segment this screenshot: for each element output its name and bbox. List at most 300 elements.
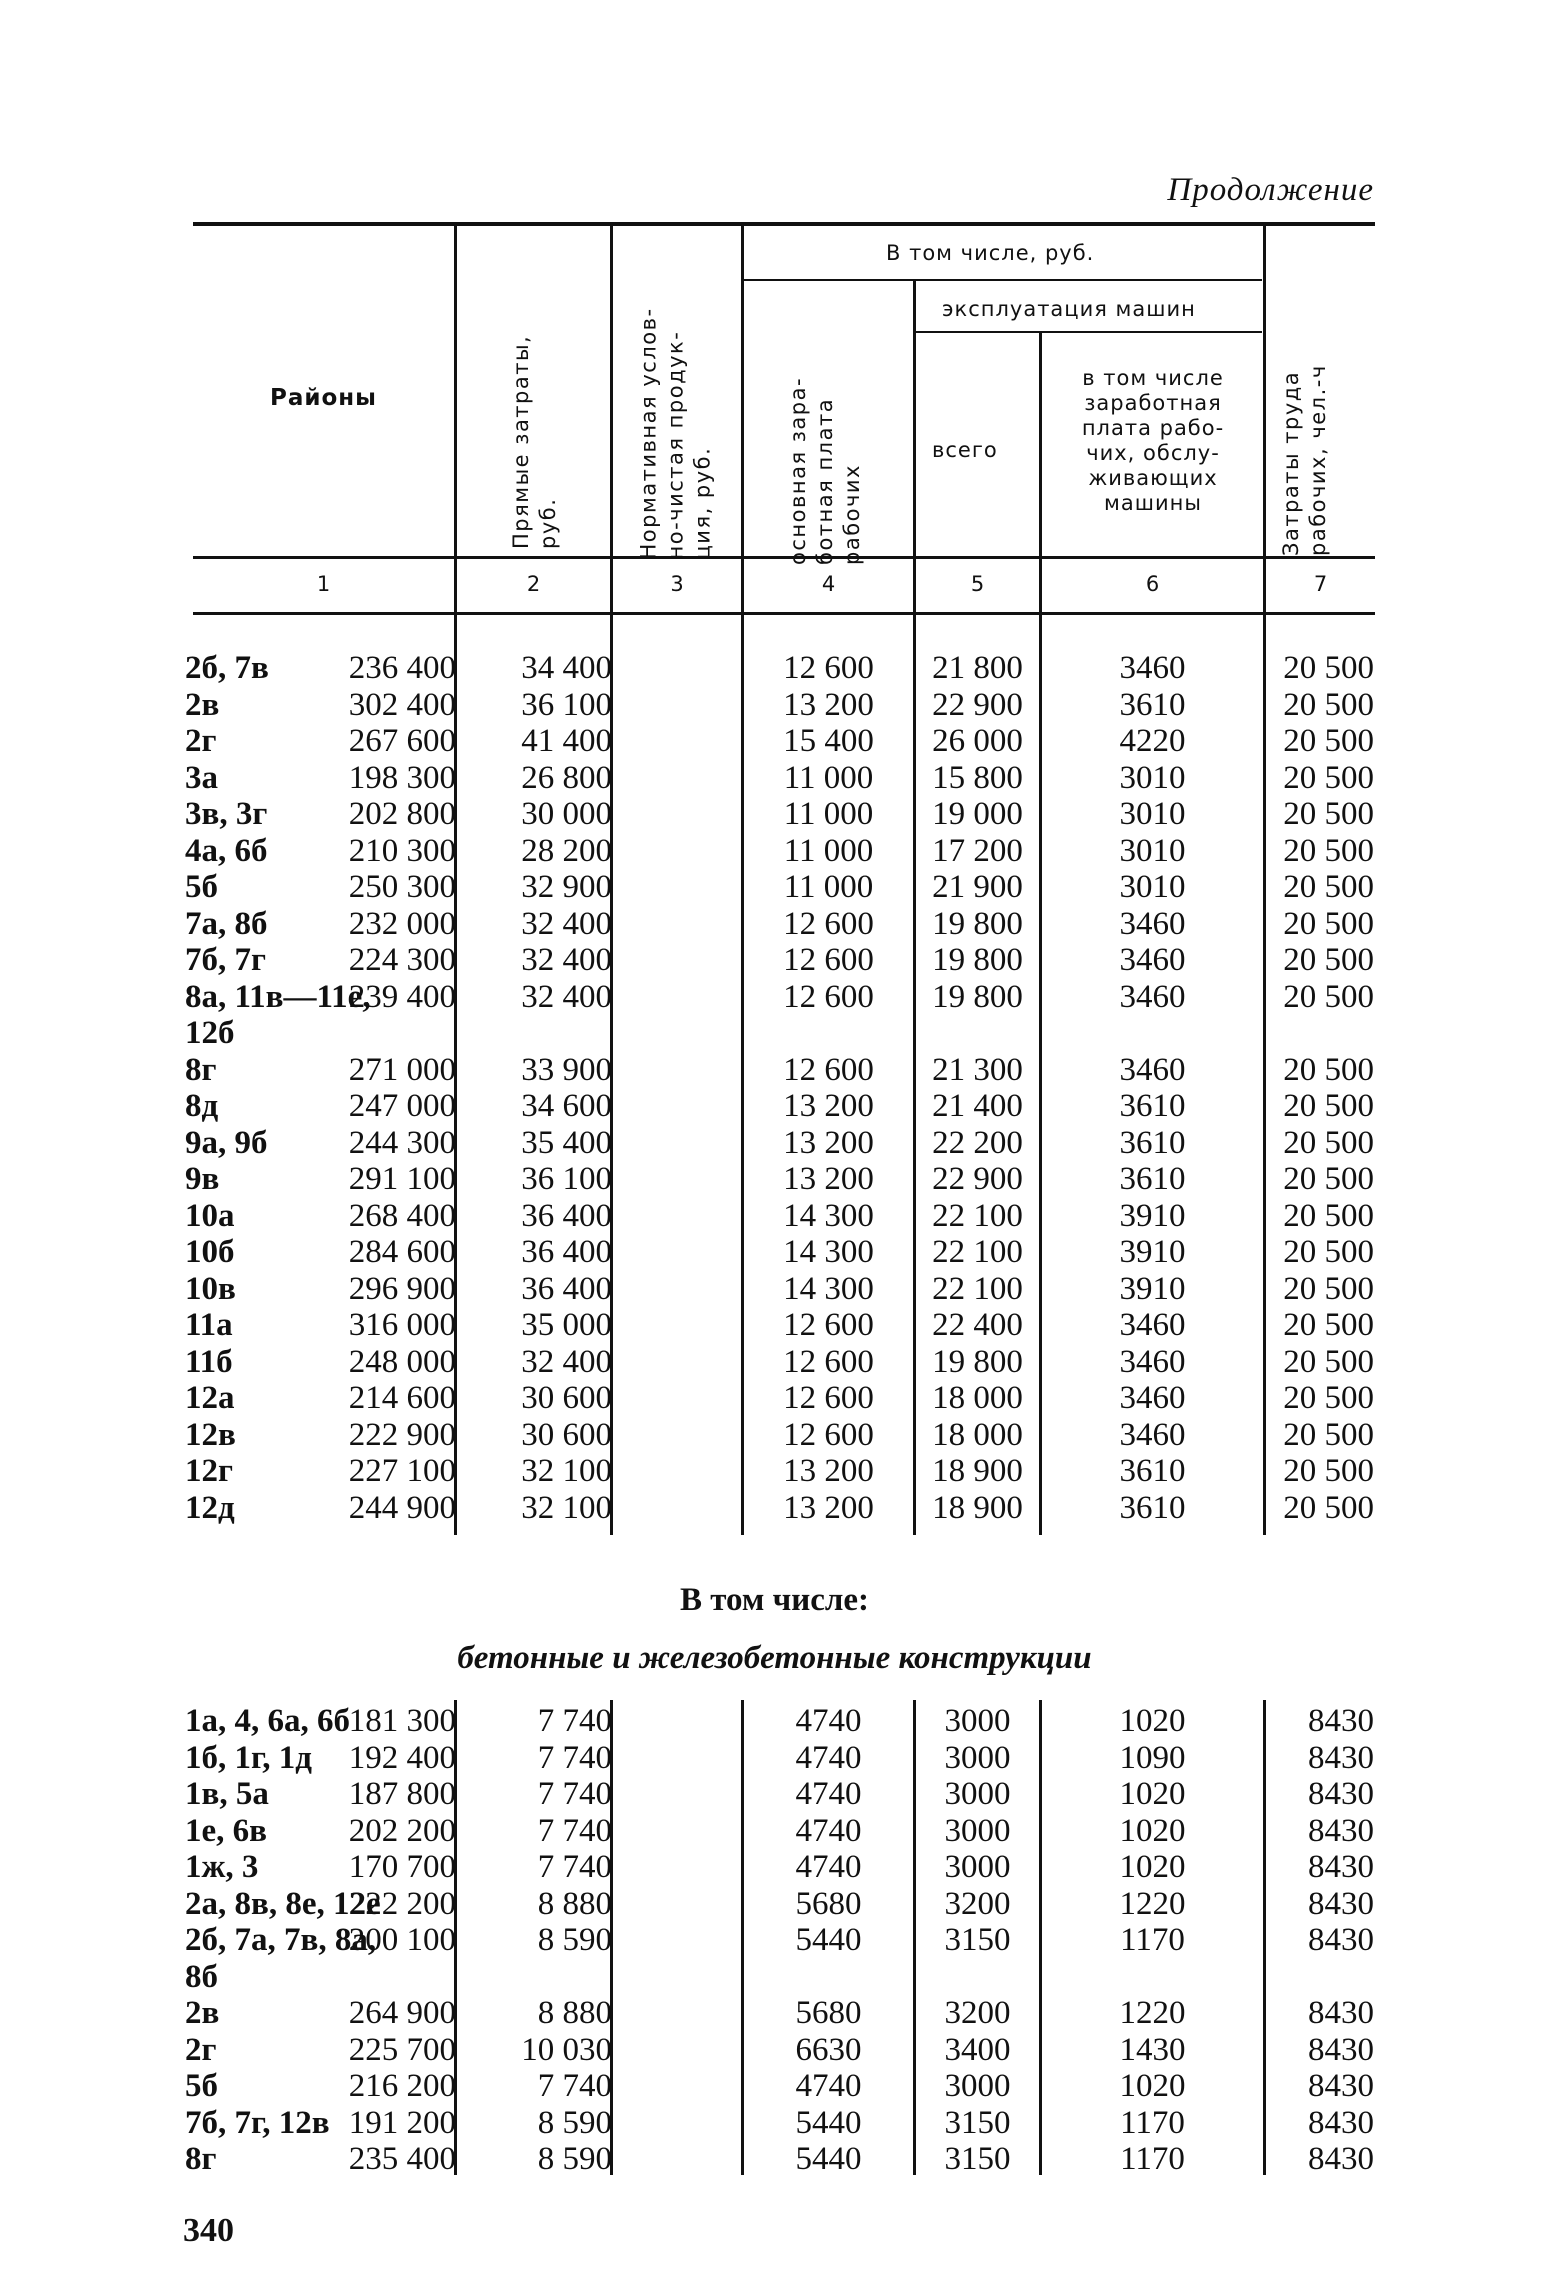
value-cell-c5: 3150	[944, 2141, 1011, 2177]
value-cell-c2: 268 400	[348, 1197, 456, 1234]
value-cell-c2: 264 900	[348, 1995, 456, 2031]
value-cell-c6: 3610	[1119, 1489, 1186, 1526]
value-cell-c5: 19 800	[932, 978, 1023, 1015]
region-cell: 1б, 1г, 1д	[185, 1739, 312, 1776]
value-cell-c2: 227 100	[348, 1453, 456, 1489]
region-cell: 2а, 8в, 8е, 12е	[185, 1885, 381, 1922]
value-cell-c2: 200 100	[348, 1922, 456, 1958]
value-cell-c2: 248 000	[348, 1343, 456, 1380]
value-cell-c3: 35 000	[521, 1307, 612, 1343]
table-row	[0, 2141, 1549, 2177]
region-cell: 12б	[185, 1015, 235, 1051]
value-cell-c7: 20 500	[1283, 650, 1374, 686]
value-cell-c7: 20 500	[1283, 1124, 1374, 1161]
value-cell-c3: 34 600	[521, 1088, 612, 1124]
value-cell-c3: 7 740	[537, 2068, 612, 2104]
value-cell-c3: 8 590	[537, 2141, 612, 2177]
col-number-5: 5	[970, 572, 985, 596]
value-cell-c6: 3610	[1119, 1453, 1186, 1489]
value-cell-c7: 8430	[1308, 1739, 1374, 1776]
value-cell-c7: 8430	[1308, 1849, 1374, 1885]
value-cell-c7: 20 500	[1283, 869, 1374, 905]
value-cell-c3: 10 030	[521, 2031, 612, 2068]
value-cell-c2: 191 200	[348, 2104, 456, 2141]
value-cell-c5: 21 800	[932, 650, 1023, 686]
value-cell-c6: 3460	[1119, 1307, 1186, 1343]
table-top-rule	[193, 222, 1375, 226]
value-cell-c7: 20 500	[1283, 1051, 1374, 1088]
region-cell: 12а	[185, 1380, 235, 1416]
value-cell-c7: 20 500	[1283, 1489, 1374, 1526]
value-cell-c3: 36 100	[521, 686, 612, 723]
value-cell-c4: 13 200	[783, 1453, 874, 1489]
value-cell-c2: 291 100	[348, 1161, 456, 1197]
value-cell-c2: 232 000	[348, 905, 456, 942]
table-row	[0, 979, 1549, 1015]
value-cell-c7: 8430	[1308, 1922, 1374, 1958]
value-cell-c5: 22 900	[932, 1161, 1023, 1197]
value-cell-c3: 32 400	[521, 978, 612, 1015]
value-cell-c6: 1020	[1119, 1849, 1186, 1885]
value-cell-c4: 13 200	[783, 686, 874, 723]
region-cell: 3а	[185, 759, 218, 796]
value-cell-c7: 20 500	[1283, 942, 1374, 978]
value-cell-c4: 4740	[795, 1812, 862, 1849]
value-cell-c4: 14 300	[783, 1197, 874, 1234]
value-cell-c6: 3610	[1119, 1124, 1186, 1161]
value-cell-c4: 4740	[795, 1849, 862, 1885]
table-row	[0, 906, 1549, 942]
value-cell-c7: 20 500	[1283, 1197, 1374, 1234]
value-cell-c7: 20 500	[1283, 1234, 1374, 1270]
table-row	[0, 1234, 1549, 1270]
value-cell-c5: 19 800	[932, 1343, 1023, 1380]
table-row	[0, 1740, 1549, 1776]
value-cell-c6: 1220	[1119, 1885, 1186, 1922]
value-cell-c2: 170 700	[348, 1849, 456, 1885]
value-cell-c2: 202 800	[348, 796, 456, 832]
value-cell-c4: 12 600	[783, 1416, 874, 1453]
value-cell-c4: 12 600	[783, 650, 874, 686]
value-cell-c4: 15 400	[783, 723, 874, 759]
value-cell-c5: 22 100	[932, 1234, 1023, 1270]
table-row	[0, 796, 1549, 832]
region-cell: 10б	[185, 1234, 235, 1270]
header-vline-5	[1039, 333, 1042, 612]
header-total: всего	[932, 438, 998, 462]
region-cell: 2г	[185, 723, 217, 759]
value-cell-c4: 4740	[795, 2068, 862, 2104]
value-cell-c7: 20 500	[1283, 1270, 1374, 1307]
table-row	[0, 1161, 1549, 1197]
table-row	[0, 1198, 1549, 1234]
value-cell-c5: 3000	[944, 1739, 1011, 1776]
value-cell-c4: 12 600	[783, 1051, 874, 1088]
table-row	[0, 1813, 1549, 1849]
region-cell: 11а	[185, 1307, 233, 1343]
value-cell-c4: 14 300	[783, 1270, 874, 1307]
region-cell: 8г	[185, 1051, 217, 1088]
value-cell-c2: 214 600	[348, 1380, 456, 1416]
header-bottom-rule	[193, 556, 1375, 559]
value-cell-c6: 3610	[1119, 1161, 1186, 1197]
value-cell-c6: 3460	[1119, 942, 1186, 978]
value-cell-c7: 20 500	[1283, 1453, 1374, 1489]
value-cell-c3: 7 740	[537, 1849, 612, 1885]
value-cell-c2: 244 900	[348, 1489, 456, 1526]
value-cell-c2: 187 800	[348, 1776, 456, 1812]
header-normative: Нормативная услов- но-чистая продук- ция, руб.	[636, 307, 715, 560]
value-cell-c5: 22 200	[932, 1124, 1023, 1161]
region-cell: 8г	[185, 2141, 217, 2177]
table-row	[0, 1052, 1549, 1088]
table-row	[0, 1271, 1549, 1307]
value-cell-c7: 8430	[1308, 2104, 1374, 2141]
value-cell-c5: 18 000	[932, 1380, 1023, 1416]
value-cell-c5: 3150	[944, 2104, 1011, 2141]
value-cell-c7: 20 500	[1283, 978, 1374, 1015]
value-cell-c7: 8430	[1308, 1885, 1374, 1922]
table-row	[0, 1886, 1549, 1922]
value-cell-c4: 12 600	[783, 1343, 874, 1380]
value-cell-c6: 1430	[1119, 2031, 1186, 2068]
header-direct-costs: Прямые затраты, руб.	[509, 334, 560, 549]
value-cell-c2: 225 700	[348, 2031, 456, 2068]
value-cell-c2: 216 200	[348, 2068, 456, 2104]
value-cell-c6: 3460	[1119, 978, 1186, 1015]
header-vline-2	[610, 226, 613, 612]
value-cell-c4: 12 600	[783, 978, 874, 1015]
including-rule	[742, 279, 1262, 281]
value-cell-c6: 3010	[1119, 832, 1186, 869]
value-cell-c6: 3460	[1119, 1416, 1186, 1453]
value-cell-c7: 20 500	[1283, 1380, 1374, 1416]
table-row	[0, 1307, 1549, 1343]
value-cell-c5: 22 100	[932, 1270, 1023, 1307]
page-number: 340	[183, 2212, 234, 2249]
value-cell-c5: 17 200	[932, 832, 1023, 869]
value-cell-c7: 20 500	[1283, 832, 1374, 869]
section-title: В том числе:	[679, 1582, 870, 1618]
table-row	[0, 1088, 1549, 1124]
value-cell-c3: 30 000	[521, 796, 612, 832]
table-row	[0, 1453, 1549, 1489]
value-cell-c6: 3460	[1119, 650, 1186, 686]
region-cell: 2г	[185, 2031, 217, 2068]
value-cell-c4: 4740	[795, 1703, 862, 1739]
value-cell-c5: 21 400	[932, 1088, 1023, 1124]
value-cell-c3: 36 400	[521, 1270, 612, 1307]
value-cell-c3: 32 400	[521, 905, 612, 942]
value-cell-c3: 7 740	[537, 1739, 612, 1776]
region-cell: 7б, 7г, 12в	[185, 2104, 330, 2141]
value-cell-c5: 3000	[944, 1703, 1011, 1739]
table-row	[0, 1849, 1549, 1885]
value-cell-c4: 5440	[795, 2141, 862, 2177]
value-cell-c5: 18 000	[932, 1416, 1023, 1453]
region-cell: 3в, 3г	[185, 796, 268, 832]
table-row	[0, 1995, 1549, 2031]
value-cell-c7: 20 500	[1283, 759, 1374, 796]
value-cell-c5: 3200	[944, 1885, 1011, 1922]
table-row	[0, 833, 1549, 869]
value-cell-c2: 284 600	[348, 1234, 456, 1270]
value-cell-c2: 247 000	[348, 1088, 456, 1124]
value-cell-c5: 3000	[944, 1776, 1011, 1812]
table-row	[0, 1417, 1549, 1453]
value-cell-c4: 5680	[795, 1995, 862, 2031]
table-row	[0, 2068, 1549, 2104]
value-cell-c5: 15 800	[932, 759, 1023, 796]
value-cell-c7: 20 500	[1283, 686, 1374, 723]
value-cell-c6: 3010	[1119, 796, 1186, 832]
value-cell-c6: 1170	[1120, 2104, 1185, 2141]
col-number-2: 2	[526, 572, 541, 596]
value-cell-c4: 12 600	[783, 1307, 874, 1343]
value-cell-c3: 41 400	[521, 723, 612, 759]
value-cell-c4: 12 600	[783, 905, 874, 942]
col-number-6: 6	[1145, 572, 1160, 596]
value-cell-c6: 3910	[1119, 1234, 1186, 1270]
machines-rule	[913, 331, 1262, 333]
header-vline-4	[913, 281, 916, 612]
region-cell: 12д	[185, 1489, 235, 1526]
value-cell-c4: 11 000	[783, 759, 874, 796]
region-cell: 12г	[185, 1453, 233, 1489]
value-cell-c7: 20 500	[1283, 905, 1374, 942]
value-cell-c4: 13 200	[783, 1124, 874, 1161]
value-cell-c6: 1220	[1119, 1995, 1186, 2031]
region-cell: 5б	[185, 869, 218, 905]
value-cell-c2: 202 200	[348, 1812, 456, 1849]
value-cell-c6: 1170	[1120, 1922, 1185, 1958]
value-cell-c2: 192 400	[348, 1739, 456, 1776]
value-cell-c2: 236 400	[348, 650, 456, 686]
region-cell: 1ж, 3	[185, 1849, 259, 1885]
value-cell-c3: 34 400	[521, 650, 612, 686]
value-cell-c7: 8430	[1308, 1995, 1374, 2031]
value-cell-c7: 20 500	[1283, 723, 1374, 759]
value-cell-c3: 30 600	[521, 1380, 612, 1416]
value-cell-c4: 11 000	[783, 796, 874, 832]
value-cell-c5: 26 000	[932, 723, 1023, 759]
value-cell-c6: 3460	[1119, 1051, 1186, 1088]
value-cell-c6: 1020	[1119, 1776, 1186, 1812]
value-cell-c4: 14 300	[783, 1234, 874, 1270]
table-row	[0, 760, 1549, 796]
value-cell-c2: 250 300	[348, 869, 456, 905]
value-cell-c6: 3610	[1119, 686, 1186, 723]
value-cell-c2: 222 900	[348, 1416, 456, 1453]
value-cell-c7: 8430	[1308, 2141, 1374, 2177]
value-cell-c6: 3610	[1119, 1088, 1186, 1124]
header-vline-3	[741, 226, 744, 612]
value-cell-c3: 36 400	[521, 1197, 612, 1234]
header-vline-1	[454, 226, 457, 612]
value-cell-c6: 1170	[1120, 2141, 1185, 2177]
region-cell: 10в	[185, 1270, 236, 1307]
col-number-1: 1	[316, 572, 331, 596]
region-cell: 10а	[185, 1197, 235, 1234]
header-machines: эксплуатация машин	[942, 297, 1196, 321]
region-cell: 7а, 8б	[185, 905, 268, 942]
table-row	[0, 1344, 1549, 1380]
value-cell-c3: 7 740	[537, 1776, 612, 1812]
region-cell: 2в	[185, 686, 220, 723]
value-cell-c4: 13 200	[783, 1088, 874, 1124]
value-cell-c5: 3150	[944, 1922, 1011, 1958]
value-cell-c4: 13 200	[783, 1161, 874, 1197]
table-row	[0, 1922, 1549, 1958]
table-row	[0, 942, 1549, 978]
value-cell-c4: 5440	[795, 1922, 862, 1958]
region-cell: 4а, 6б	[185, 832, 268, 869]
value-cell-c4: 11 000	[783, 832, 874, 869]
value-cell-c7: 8430	[1308, 1812, 1374, 1849]
value-cell-c4: 6630	[795, 2031, 862, 2068]
continuation-label: Продолжение	[1167, 172, 1374, 208]
region-cell: 8д	[185, 1088, 219, 1124]
region-cell: 8а, 11в—11е,	[185, 978, 371, 1015]
value-cell-c2: 267 600	[348, 723, 456, 759]
value-cell-c2: 222 200	[348, 1885, 456, 1922]
value-cell-c3: 35 400	[521, 1124, 612, 1161]
table-row	[0, 1380, 1549, 1416]
value-cell-c2: 316 000	[348, 1307, 456, 1343]
value-cell-c6: 3010	[1119, 869, 1186, 905]
value-cell-c2: 296 900	[348, 1270, 456, 1307]
value-cell-c2: 302 400	[348, 686, 456, 723]
value-cell-c5: 3200	[944, 1995, 1011, 2031]
value-cell-c3: 8 880	[537, 1995, 612, 2031]
region-cell: 8б	[185, 1958, 218, 1995]
value-cell-c2: 210 300	[348, 832, 456, 869]
region-cell: 2в	[185, 1995, 220, 2031]
region-cell: 2б, 7в	[185, 650, 269, 686]
value-cell-c6: 3910	[1119, 1270, 1186, 1307]
region-cell: 1в, 5а	[185, 1776, 269, 1812]
value-cell-c5: 19 800	[932, 942, 1023, 978]
section-subtitle: бетонные и железобетонные конструкции	[457, 1640, 1092, 1676]
table-row	[0, 650, 1549, 686]
value-cell-c3: 7 740	[537, 1812, 612, 1849]
value-cell-c5: 3000	[944, 1849, 1011, 1885]
value-cell-c6: 3010	[1119, 759, 1186, 796]
region-cell: 9а, 9б	[185, 1124, 268, 1161]
value-cell-c2: 244 300	[348, 1124, 456, 1161]
value-cell-c3: 32 400	[521, 1343, 612, 1380]
value-cell-c3: 28 200	[521, 832, 612, 869]
value-cell-c3: 32 900	[521, 869, 612, 905]
value-cell-c7: 8430	[1308, 1703, 1374, 1739]
value-cell-c6: 1020	[1119, 2068, 1186, 2104]
value-cell-c5: 22 100	[932, 1197, 1023, 1234]
value-cell-c2: 198 300	[348, 759, 456, 796]
value-cell-c5: 18 900	[932, 1489, 1023, 1526]
region-cell: 9в	[185, 1161, 220, 1197]
value-cell-c5: 19 800	[932, 905, 1023, 942]
table-row	[0, 1703, 1549, 1739]
value-cell-c3: 32 100	[521, 1453, 612, 1489]
value-cell-c6: 3460	[1119, 1380, 1186, 1416]
value-cell-c3: 8 880	[537, 1885, 612, 1922]
value-cell-c7: 20 500	[1283, 1161, 1374, 1197]
table-row	[0, 2105, 1549, 2141]
value-cell-c7: 20 500	[1283, 1088, 1374, 1124]
value-cell-c2: 239 400	[348, 978, 456, 1015]
region-cell: 11б	[185, 1343, 233, 1380]
value-cell-c5: 18 900	[932, 1453, 1023, 1489]
value-cell-c4: 12 600	[783, 1380, 874, 1416]
table-row	[0, 687, 1549, 723]
value-cell-c4: 4740	[795, 1776, 862, 1812]
value-cell-c7: 20 500	[1283, 1343, 1374, 1380]
value-cell-c7: 20 500	[1283, 796, 1374, 832]
header-vline-6	[1263, 226, 1266, 612]
value-cell-c5: 3400	[944, 2031, 1011, 2068]
header-labor: Затраты труда рабочих, чел.-ч	[1279, 364, 1330, 556]
region-cell: 7б, 7г	[185, 942, 266, 978]
table-row	[0, 1125, 1549, 1161]
value-cell-c6: 1020	[1119, 1703, 1186, 1739]
value-cell-c4: 5440	[795, 2104, 862, 2141]
col-number-7: 7	[1313, 572, 1328, 596]
value-cell-c3: 8 590	[537, 2104, 612, 2141]
value-cell-c5: 19 000	[932, 796, 1023, 832]
value-cell-c6: 1020	[1119, 1812, 1186, 1849]
value-cell-c5: 21 300	[932, 1051, 1023, 1088]
value-cell-c4: 5680	[795, 1885, 862, 1922]
value-cell-c3: 32 100	[521, 1489, 612, 1526]
value-cell-c4: 11 000	[783, 869, 874, 905]
value-cell-c3: 33 900	[521, 1051, 612, 1088]
value-cell-c3: 26 800	[521, 759, 612, 796]
colnum-bottom-rule	[193, 612, 1375, 615]
value-cell-c6: 3460	[1119, 905, 1186, 942]
region-cell: 1е, 6в	[185, 1812, 267, 1849]
value-cell-c5: 3000	[944, 1812, 1011, 1849]
value-cell-c5: 21 900	[932, 869, 1023, 905]
table-row	[0, 869, 1549, 905]
value-cell-c2: 224 300	[348, 942, 456, 978]
col-number-4: 4	[821, 572, 836, 596]
value-cell-c7: 8430	[1308, 2031, 1374, 2068]
region-cell: 1а, 4, 6а, 6б	[185, 1703, 350, 1739]
table-row	[0, 2032, 1549, 2068]
value-cell-c2: 235 400	[348, 2141, 456, 2177]
value-cell-c6: 1090	[1119, 1739, 1186, 1776]
value-cell-c3: 8 590	[537, 1922, 612, 1958]
value-cell-c3: 36 100	[521, 1161, 612, 1197]
value-cell-c6: 3460	[1119, 1343, 1186, 1380]
value-cell-c7: 8430	[1308, 1776, 1374, 1812]
table-row	[0, 1776, 1549, 1812]
value-cell-c4: 12 600	[783, 942, 874, 978]
value-cell-c7: 20 500	[1283, 1416, 1374, 1453]
header-regions: Районы	[270, 385, 377, 411]
table-row	[0, 723, 1549, 759]
table-row	[0, 1015, 1549, 1051]
value-cell-c2: 181 300	[348, 1703, 456, 1739]
region-cell: 12в	[185, 1416, 236, 1453]
header-including: В том числе, руб.	[886, 241, 1095, 265]
value-cell-c5: 3000	[944, 2068, 1011, 2104]
header-machine-wage: в том числе заработная плата рабо- чих, обслу- живающих машины	[1081, 366, 1225, 515]
value-cell-c3: 32 400	[521, 942, 612, 978]
value-cell-c7: 8430	[1308, 2068, 1374, 2104]
value-cell-c4: 13 200	[783, 1489, 874, 1526]
region-cell: 2б, 7а, 7в, 8а,	[185, 1922, 377, 1958]
